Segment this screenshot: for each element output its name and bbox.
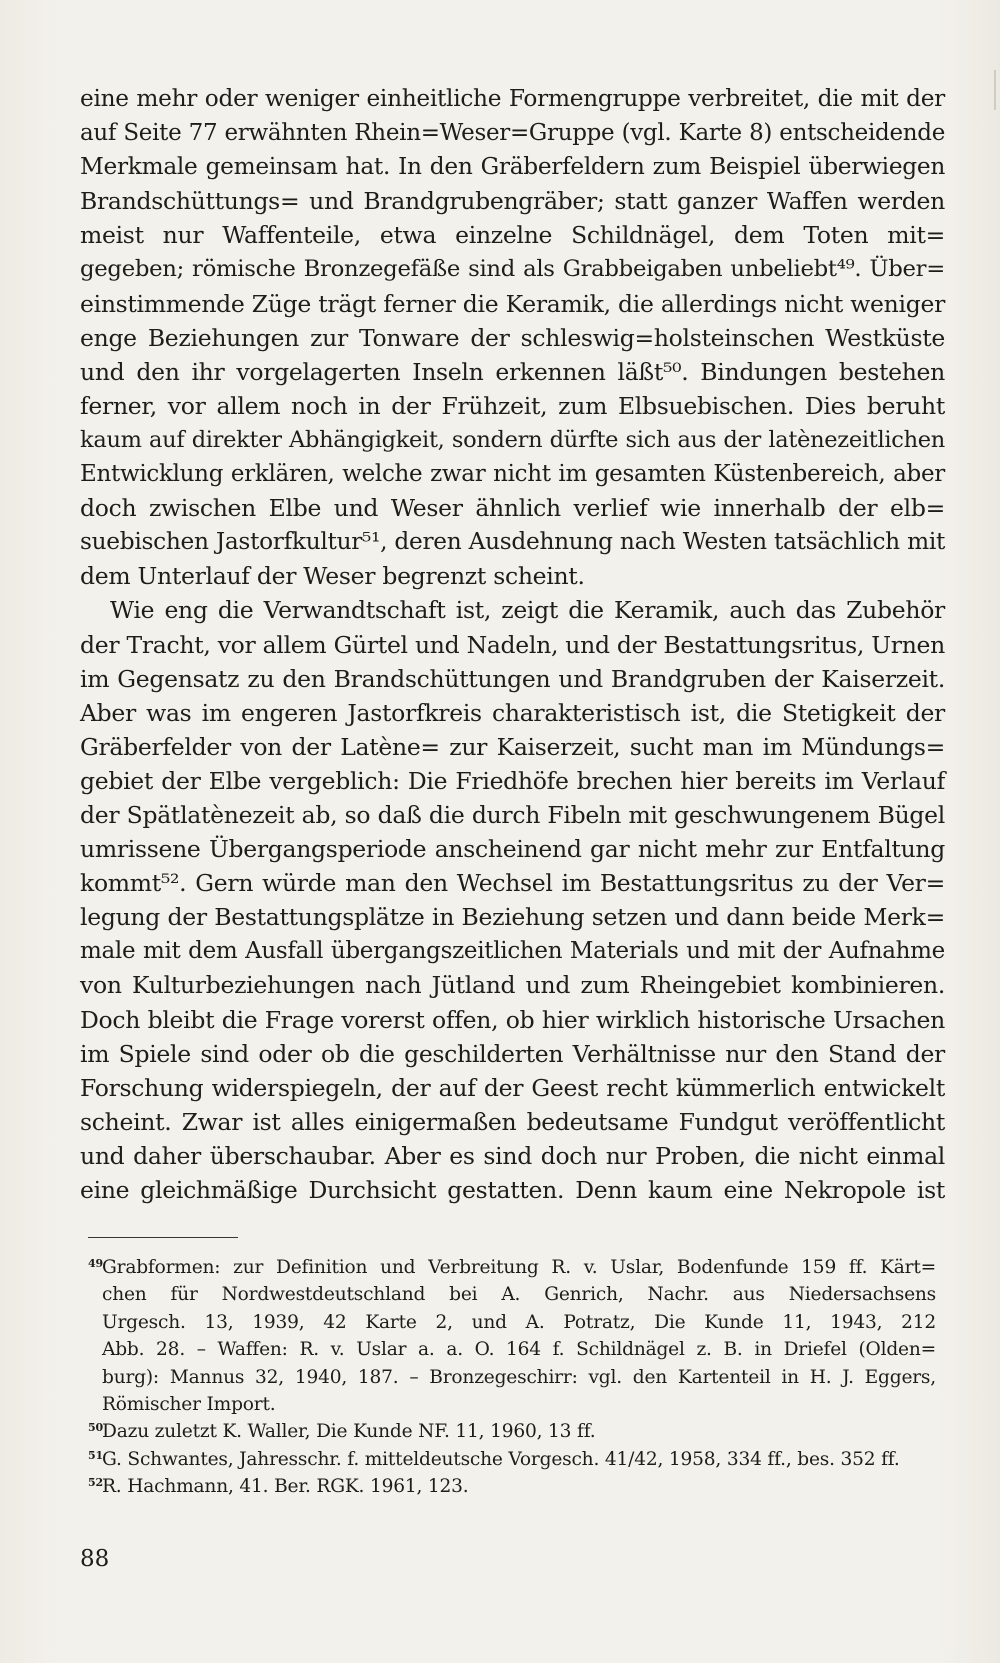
text-line: Gräberfelder von der Latène= zur Kaiserzeit, sucht man im Mündungs= bbox=[80, 732, 945, 761]
footnote-number: 52 bbox=[88, 1476, 103, 1490]
text-line: im Spiele sind oder ob die geschilderten Verhältnisse nur den Stand der bbox=[80, 1039, 945, 1068]
text-line: Forschung widerspiegeln, der auf der Geest recht kümmerlich entwickelt bbox=[80, 1073, 945, 1102]
text-line: Doch bleibt die Frage vorerst offen, ob hier wirklich historische Ursachen bbox=[80, 1005, 945, 1034]
footnotes bbox=[88, 1254, 936, 1501]
text-line: enge Beziehungen zur Tonware der schleswig=holsteinschen Westküste bbox=[80, 323, 945, 352]
text-line: eine mehr oder weniger einheitliche Formengruppe verbreitet, die mit der bbox=[80, 85, 945, 112]
footnote-line: Römischer Import. bbox=[102, 1393, 276, 1415]
text-line: suebischen Jastorfkultur⁵¹, deren Ausdehnung nach Westen tatsächlich mit bbox=[80, 528, 945, 556]
footnote-line: chen für Nordwestdeutschland bei A. Genrich, Nachr. aus Niedersachsens bbox=[102, 1284, 936, 1306]
text-line: kommt⁵². Gern würde man den Wechsel im Bestattungsritus zu der Ver= bbox=[80, 869, 945, 898]
text-line: kaum auf direkter Abhängigkeit, sondern dürfte sich aus der latènezeitlichen bbox=[80, 426, 945, 453]
text-line: der Tracht, vor allem Gürtel und Nadeln, und der Bestattungsritus, Urnen bbox=[80, 630, 945, 659]
text-line: einstimmende Züge trägt ferner die Keramik, die allerdings nicht weniger bbox=[80, 289, 945, 318]
text-line: und daher überschaubar. Aber es sind doch nur Proben, die nicht einmal bbox=[80, 1141, 945, 1170]
text-line: gebiet der Elbe vergeblich: Die Friedhöfe brechen hier bereits im Verlauf bbox=[80, 766, 945, 795]
text-line: scheint. Zwar ist alles einigermaßen bedeutsame Fundgut veröffentlicht bbox=[80, 1107, 945, 1136]
footnote-51 bbox=[88, 1446, 936, 1473]
footnote-line: Urgesch. 13, 1939, 42 Karte 2, und A. Potratz, Die Kunde 11, 1943, 212 bbox=[102, 1311, 936, 1333]
text-line: Brandschüttungs= und Brandgrubengräber; statt ganzer Waffen werden bbox=[80, 187, 945, 216]
text-line: gegeben; römische Bronzegefäße sind als Grabbeigaben unbeliebt⁴⁹. Über= bbox=[80, 256, 945, 283]
footnote-50 bbox=[88, 1418, 936, 1445]
text-line: Wie eng die Verwandtschaft ist, zeigt die Keramik, auch das Zubehör bbox=[110, 596, 945, 625]
main-text bbox=[80, 82, 945, 1207]
page-number: 88 bbox=[80, 1546, 110, 1572]
text-line: der Spätlatènezeit ab, so daß die durch Fibeln mit geschwungenem Bügel bbox=[80, 800, 945, 829]
footnote-number: 51 bbox=[88, 1448, 103, 1462]
footnote-text: Dazu zuletzt K. Waller, Die Kunde NF. 11, 1960, 13 ff. bbox=[102, 1421, 596, 1443]
footnote-text: G. Schwantes, Jahresschr. f. mitteldeutsche Vorgesch. 41/42, 1958, 334 ff., bes. 352 ff. bbox=[102, 1448, 900, 1470]
text-line: im Gegensatz zu den Brandschüttungen und Brandgruben der Kaiserzeit. bbox=[80, 664, 945, 693]
footnote-line: Abb. 28. – Waffen: R. v. Uslar a. a. O. 164 f. Schildnägel z. B. in Driefel (Olden= bbox=[102, 1339, 936, 1361]
text-line: und den ihr vorgelagerten Inseln erkennen läßt⁵⁰. Bindungen bestehen bbox=[80, 357, 945, 386]
page-edge-mark bbox=[994, 70, 996, 110]
text-line: eine gleichmäßige Durchsicht gestatten. Denn kaum eine Nekropole ist bbox=[80, 1176, 945, 1204]
text-line: auf Seite 77 erwähnten Rhein=Weser=Gruppe (vgl. Karte 8) entscheidende bbox=[80, 120, 945, 147]
text-line: meist nur Waffenteile, etwa einzelne Schildnägel, dem Toten mit= bbox=[80, 221, 945, 250]
footnote-divider bbox=[88, 1237, 238, 1238]
text-line: male mit dem Ausfall übergangszeitlichen Materials und mit der Aufnahme bbox=[80, 938, 945, 965]
text-line: umrissene Übergangsperiode anscheinend gar nicht mehr zur Entfaltung bbox=[80, 835, 945, 864]
footnote-49 bbox=[88, 1254, 936, 1281]
text-line: dem Unterlauf der Weser begrenzt scheint. bbox=[80, 562, 585, 591]
footnote-text: Grabformen: zur Definition und Verbreitung R. v. Uslar, Bodenfunde 159 ff. Kärt= bbox=[102, 1257, 936, 1278]
footnote-number: 49 bbox=[88, 1257, 103, 1270]
text-line: von Kulturbeziehungen nach Jütland und zum Rheingebiet kombinieren. bbox=[80, 971, 945, 1000]
text-line: doch zwischen Elbe und Weser ähnlich verlief wie innerhalb der elb= bbox=[80, 494, 945, 523]
text-line: Entwicklung erklären, welche zwar nicht im gesamten Küstenbereich, aber bbox=[80, 461, 945, 488]
text-line: ferner, vor allem noch in der Frühzeit, zum Elbsuebischen. Dies beruht bbox=[80, 391, 945, 420]
footnote-text: R. Hachmann, 41. Ber. RGK. 1961, 123. bbox=[102, 1476, 469, 1498]
text-line: Merkmale gemeinsam hat. In den Gräberfeldern zum Beispiel überwiegen bbox=[80, 153, 945, 181]
footnote-52 bbox=[88, 1473, 936, 1500]
footnote-number: 50 bbox=[88, 1421, 103, 1435]
footnote-line: burg): Mannus 32, 1940, 187. – Bronzegeschirr: vgl. den Kartenteil in H. J. Eggers, bbox=[102, 1366, 936, 1388]
text-line: Aber was im engeren Jastorfkreis charakteristisch ist, die Stetigkeit der bbox=[80, 698, 945, 727]
text-line: legung der Bestattungsplätze in Beziehung setzen und dann beide Merk= bbox=[80, 903, 945, 932]
